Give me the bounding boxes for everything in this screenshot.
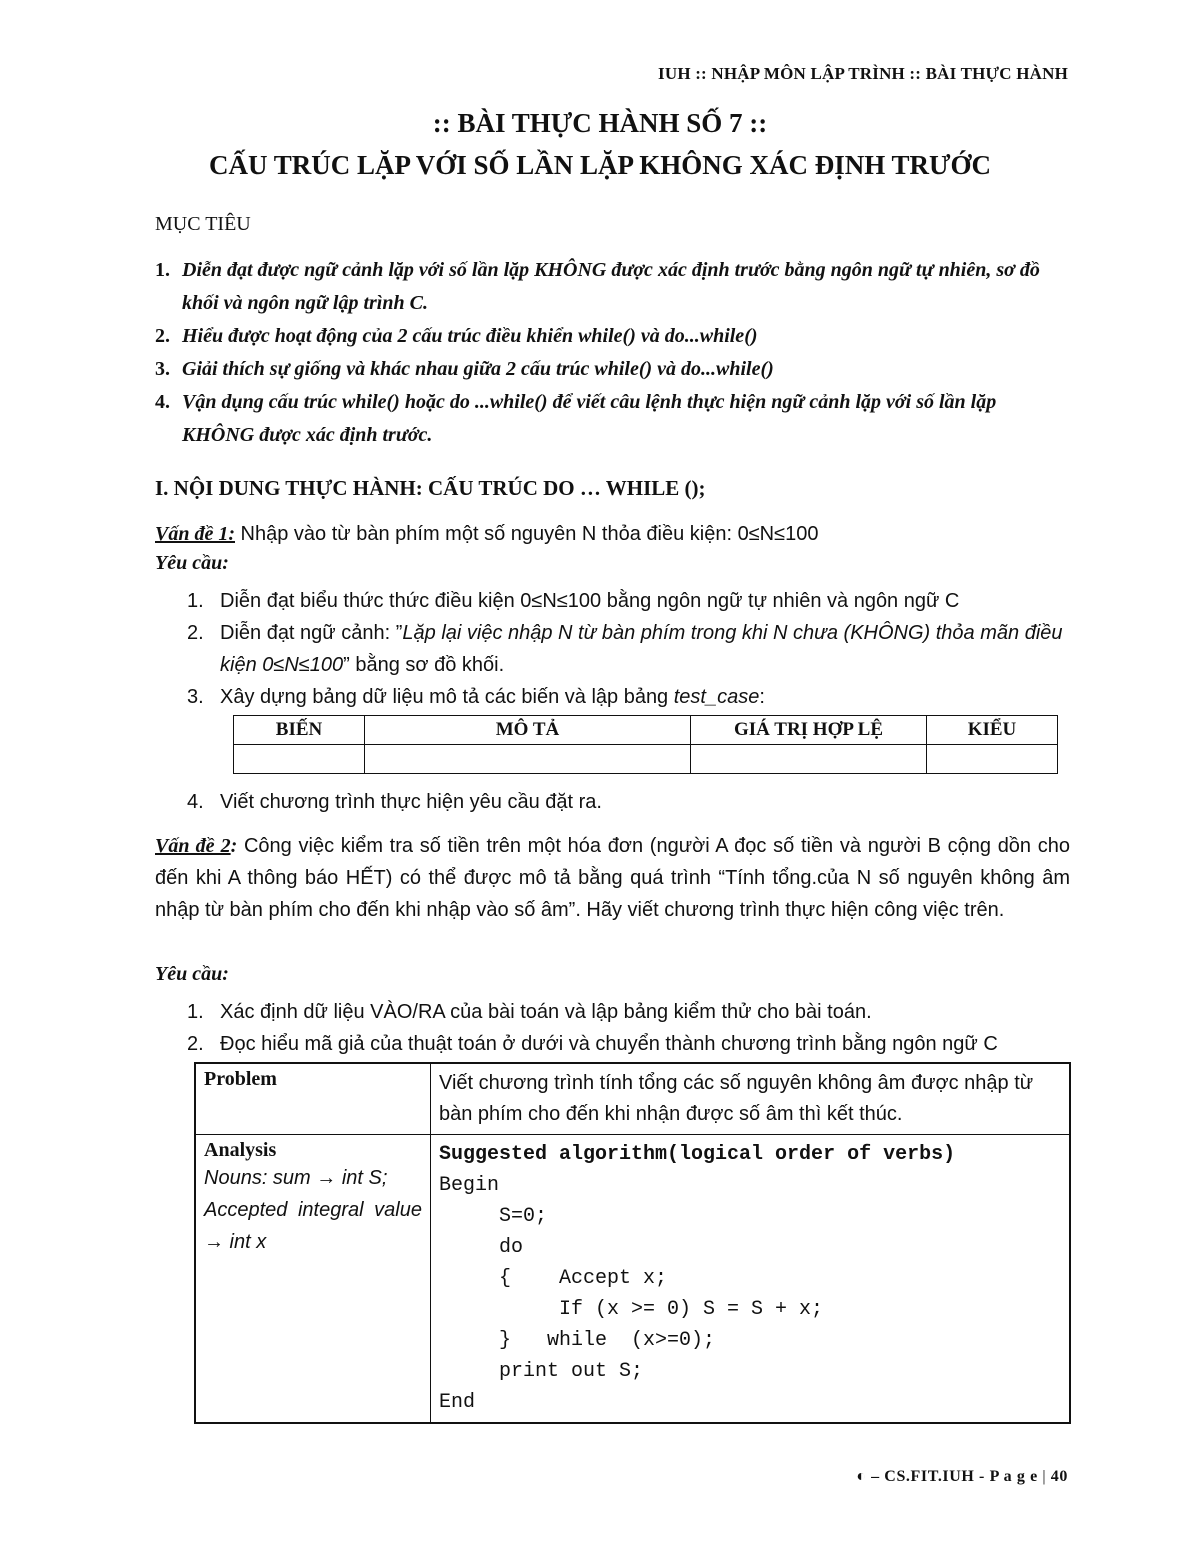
- problem-2-text: Công việc kiểm tra số tiền trên một hóa đơn (người A đọc số tiền và người B cộng dồn cho đến khi A thông báo HẾT) có thể được mô tả bằng quá trình “Tính tổng.của N số nguyên không âm nhập từ bàn phím cho đến khi nhập vào số âm”. Hãy viết chương trình thực hiện công việc trên.: [155, 835, 1071, 921]
- objectives-list: [155, 254, 1070, 452]
- col-header-type: KIỂU: [927, 716, 1058, 745]
- objective-item: 4. Vận dụng cấu trúc while() hoặc do ...while() để viết câu lệnh thực hiện ngữ cảnh lặp với số lần lặp KHÔNG được xác định trước.: [155, 391, 997, 446]
- problem-2-statement: Vấn đề 2: Công việc kiểm tra số tiền trên một hóa đơn (người A đọc số tiền và người B cộng dồn cho đến khi A thông báo HẾT) có thể được mô tả bằng quá trình “Tính tổng.của N số nguyên không âm nhập từ bàn phím cho đến khi nhập vào số âm”. Hãy viết chương trình thực hiện công việc trên.: [155, 835, 1071, 921]
- requirement-item: 2. Diễn đạt ngữ cảnh: ”Lặp lại việc nhập N từ bàn phím trong khi N chưa (KHÔNG) thỏa mãn điều kiện 0≤N≤100” bằng sơ đồ khối.: [187, 622, 1063, 676]
- section-heading: I. NỘI DUNG THỰC HÀNH: CẤU TRÚC DO … WHILE ();: [155, 476, 706, 500]
- table-cell: [691, 745, 927, 774]
- table-row: [195, 1063, 1070, 1135]
- col-header-description: MÔ TẢ: [365, 716, 691, 745]
- objectives-heading: MỤC TIÊU: [155, 213, 251, 235]
- code-line: { Accept x;: [439, 1267, 668, 1290]
- half-circle-icon: ◐: [856, 1468, 867, 1485]
- table-cell: [234, 745, 365, 774]
- page-footer: ◐ – CS.FIT.IUH - P a g e | 40: [856, 1468, 1068, 1485]
- problem-text-cell: Viết chương trình tính tổng các số nguyên không âm được nhập từ bàn phím cho đến khi nhận được số âm thì kết thúc.: [431, 1063, 1071, 1135]
- problem-label-cell: Problem: [195, 1063, 431, 1135]
- lab-title: :: BÀI THỰC HÀNH SỐ 7 ::: [432, 108, 768, 138]
- analysis-cell: Analysis Nouns: sum → int S; Accepted integral value → int x: [195, 1135, 431, 1424]
- problem-1-text: Nhập vào từ bàn phím một số nguyên N thỏa điều kiện: 0≤N≤100: [235, 523, 819, 545]
- code-line: print out S;: [439, 1360, 644, 1383]
- col-header-variable: BIẾN: [234, 716, 365, 745]
- problem-2-requirements: [187, 996, 1072, 1060]
- requirement-item: 2. Đọc hiểu mã giả của thuật toán ở dưới và chuyển thành chương trình bằng ngôn ngữ C: [187, 1033, 998, 1055]
- problem-1-statement: [155, 518, 1070, 550]
- requirement-item: 3. Xây dựng bảng dữ liệu mô tả các biến và lập bảng test_case:: [187, 686, 765, 708]
- problem-2-label: Vấn đề 2: [155, 835, 231, 857]
- table-cell: [365, 745, 691, 774]
- algorithm-heading: Suggested algorithm(logical order of verbs): [439, 1143, 956, 1166]
- problem-1-requirements-cont: [187, 786, 1072, 818]
- page-number: 40: [1046, 1468, 1068, 1485]
- table-row: [195, 1135, 1070, 1424]
- code-line: Begin: [439, 1174, 500, 1197]
- code-line: If (x >= 0) S = S + x;: [439, 1298, 824, 1321]
- problem-1-requirements: [187, 585, 1072, 713]
- code-line: do: [439, 1236, 524, 1259]
- running-header: IUH :: NHẬP MÔN LẬP TRÌNH :: BÀI THỰC HÀNH: [658, 64, 1068, 83]
- requirement-item: 4. Viết chương trình thực hiện yêu cầu đặt ra.: [187, 791, 602, 813]
- algorithm-table: [194, 1062, 1071, 1424]
- lab-subtitle: CẤU TRÚC LẶP VỚI SỐ LẦN LẶP KHÔNG XÁC ĐỊNH TRƯỚC: [208, 150, 992, 180]
- objective-item: 1. Diễn đạt được ngữ cảnh lặp với số lần lặp KHÔNG được xác định trước bằng ngôn ngữ tự nhiên, sơ đồ khối và ngôn ngữ lập trình C.: [155, 259, 1040, 314]
- table-cell: [927, 745, 1058, 774]
- algorithm-cell: [431, 1135, 1071, 1424]
- code-line: End: [439, 1391, 476, 1414]
- requirement-item: 1. Xác định dữ liệu VÀO/RA của bài toán và lập bảng kiểm thử cho bài toán.: [187, 1001, 872, 1023]
- problem-1-label: Vấn đề 1:: [155, 523, 235, 545]
- objective-item: 2. Hiểu được hoạt động của 2 cấu trúc điều khiển while() và do...while(): [155, 325, 758, 347]
- requirement-item: 1. Diễn đạt biểu thức thức điều kiện 0≤N≤100 bằng ngôn ngữ tự nhiên và ngôn ngữ C: [187, 590, 960, 612]
- variable-table: [233, 715, 1058, 774]
- requirements-label: Yêu cầu:: [155, 963, 229, 985]
- objective-item: 3. Giải thích sự giống và khác nhau giữa 2 cấu trúc while() và do...while(): [155, 358, 774, 380]
- requirements-label: Yêu cầu:: [155, 552, 229, 574]
- table-row: [234, 745, 1058, 774]
- col-header-valid-value: GIÁ TRỊ HỢP LỆ: [691, 716, 927, 745]
- code-line: S=0;: [439, 1205, 548, 1228]
- code-line: } while (x>=0);: [439, 1329, 716, 1352]
